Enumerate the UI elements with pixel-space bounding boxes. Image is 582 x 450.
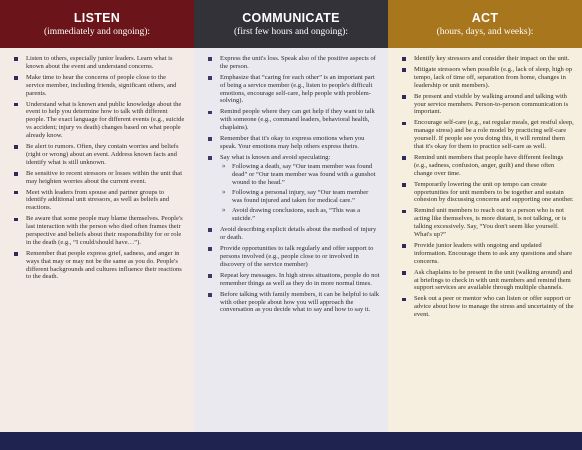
act-title: ACT [471,10,499,25]
listen-header [0,0,194,48]
list-item-text: Encourage self-care (e.g., eat regular meals, get restful sleep, manage stress) and be a role model by practicing self-care yourself. If people see you doing this, it will remind them that it's okay for them to practice self-care as well. [414,119,574,150]
listen-subtitle: (immediately and ongoing): [43,26,151,37]
list-item-text: Emphasize that “caring for each other” is an important part of being a service member (e.g., listen to people's difficult emotions, encourage self-care, help people with problem-solving). [220,73,375,105]
list-item [388,181,574,205]
list-item-text: Make time to hear the concerns of people close to the service member, including friends, significant others, and parents. [26,73,177,97]
list-item [0,250,186,281]
sub-list-item: » Following a death, say “Our team member was found dead” or “Our team member was found with a gunshot wound to the head.” [220,163,380,187]
list-item-text: Remind people where they can get help if they want to talk with someone (e.g., command leaders, behavioral health, chaplains). [220,108,375,132]
list-item-text: Be aware that some people may blame themselves. People's last interaction with the person who died often frames their perspective and beliefs about their responsibility for or role in the death (e.g., “I could/should have…”). [26,215,183,246]
communicate-title: COMMUNICATE [242,10,340,25]
list-item [194,108,380,132]
list-item-text: Mitigate stressors when possible (e.g., lack of sleep, high op tempo, lack of time off, separation from home, changes in leadership or unit members). [414,66,573,89]
list-item-text: Say what is known and avoid speculating: [220,154,331,162]
list-item [0,170,186,186]
list-item [194,226,380,242]
list-item-text: Remember that people express grief, sadness, and anger in ways that may or may not be the same as you do. People's different backgrounds and cultures influence their reactions to the death. [26,249,182,281]
list-item [388,154,574,178]
list-item-text: Seek out a peer or mentor who can listen or offer support or advice about how to manage the stress and uncertainty of the event. [414,295,574,319]
list-item [388,295,574,319]
list-item-text: Meet with leaders from spouse and partner groups to identify additional unit stressors, as well as beliefs and reactions. [26,188,170,212]
sub-list [220,163,380,223]
act-subtitle: (hours, days, and weeks): [436,26,534,37]
list-item [194,74,380,105]
list-item-text: Provide junior leaders with ongoing and updated information. Encourage them to ask any questions and share concerns. [414,242,572,265]
footer-band [0,432,582,450]
list-item-text: Before talking with family members, it can be helpful to talk with other people about how you will approach the conversation as you decide what to say and how to say it. [220,290,380,314]
list-item-text: Temporarily lowering the unit op tempo can create opportunities for unit members to be together and sustain cohesion by discussing concerns and supporting one another. [414,180,574,204]
list-item-text: Be alert to rumors. Often, they contain worries and beliefs (right or wrong) about an event. Address known facts and identify what is still unknown. [26,143,179,166]
list-item [194,135,380,151]
sub-list-item: » Avoid drawing conclusions, such as, “This was a suicide.” [220,207,380,223]
list-item [388,242,574,266]
list-item [0,189,186,213]
list-item-text: Be sensitive to recent stressors or losses within the unit that may heighten worries about the current event. [26,169,183,185]
list-item-text: Remind unit members that people have different feelings (e.g., sadness, confusion, anger, guilt) and these often change over time. [414,154,564,177]
list-item [0,55,186,71]
list-item-text: Avoid describing explicit details about the method of injury or death. [220,226,377,242]
communicate-list [194,48,388,317]
list-item [194,291,380,315]
act-list [388,48,582,322]
list-item [194,272,380,288]
list-item [0,143,186,167]
list-item-text: Express the unit's loss. Speak also of the positive aspects of the person. [220,55,376,70]
listen-list [0,48,194,284]
list-item [0,101,186,140]
list-item [194,245,380,269]
list-item [0,74,186,98]
list-item [388,66,574,90]
sub-list-item: » Following a personal injury, say “Our team member was found injured and taken for medical care.” [220,189,380,205]
list-item [0,215,186,246]
list-item [388,119,574,150]
list-item [388,207,574,238]
list-item-text: Provide opportunities to talk regularly and offer support to persons involved (e.g., people close to or involved in discovery of the service member) [220,245,374,268]
list-item-text: Listen to others, especially junior leaders. Learn what is known about the event and understand concerns. [26,55,173,70]
listen-column [0,0,194,432]
list-item-text: Be present and visible by walking around and talking with your service members. Person-to-person communication is important. [414,92,569,116]
list-item-text: Remind unit members to reach out to a person who is not acting like themselves, is more distant, is not talking, or is talking excessively. Say, “You don't seem like yourself. What's up?” [414,207,567,238]
listen-title: LISTEN [73,10,121,25]
act-header [388,0,582,48]
list-item [194,154,380,223]
list-item-text: Identify key stressors and consider their impact on the unit. [414,55,570,62]
act-column [388,0,582,432]
list-item-text: Repeat key messages. In high stress situations, people do not remember things as well as they do in more normal times. [220,271,380,287]
list-item [388,269,574,293]
communicate-column [194,0,388,432]
list-item-text: Understand what is known and public knowledge about the event to help you determine how to talk with different people. The exact language for different events (e.g., suicide vs accident; injury vs death) changes based on what people already know. [26,100,185,139]
communicate-header [194,0,388,48]
list-item-text: Remember that it's okay to express emotions when you speak. Your emotions may help others express theirs. [220,135,365,150]
list-item-text: Ask chaplains to be present in the unit (walking around) and at briefings to check in with unit members and remind them support services are available through multiple channels. [414,268,573,292]
list-item [388,55,574,63]
communicate-subtitle: (first few hours and ongoing): [234,26,348,37]
list-item [194,55,380,71]
list-item [388,93,574,117]
